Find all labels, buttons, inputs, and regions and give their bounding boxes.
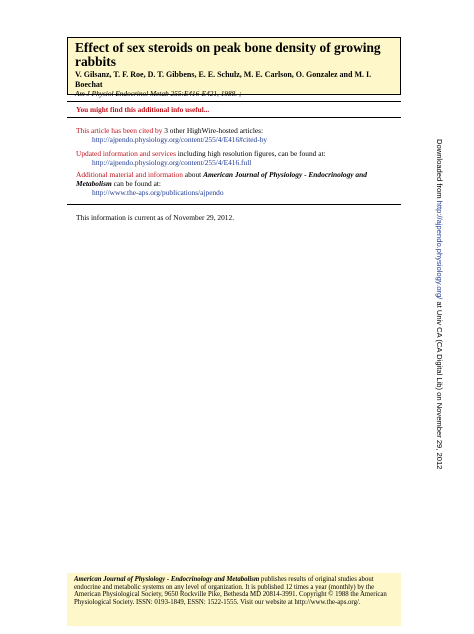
cited-by-text: 3 other HighWire-hosted articles: bbox=[162, 126, 264, 135]
article-title: Effect of sex steroids on peak bone density of growing rabbits bbox=[75, 40, 381, 69]
additional-material-tail: can be found at: bbox=[111, 178, 161, 188]
current-as-of: This information is current as of November 29, 2012. bbox=[76, 213, 235, 222]
journal-footer-box bbox=[67, 573, 401, 626]
bottom-divider bbox=[67, 204, 401, 205]
cited-by-block bbox=[76, 127, 396, 145]
cited-by-label[interactable]: This article has been cited by bbox=[76, 126, 163, 135]
footer-text: publishes results of original studies about endocrine and metabolic systems on any level of organization. It is published 12 times a year (monthly) by the American Physiological Society, 9650 Rockville Pike, Bethesda MD 20814-3991. Copyright © 1988 the American Physiological Society. ISSN: 0193-1849, ESSN: 1522-1555. Visit our website at http://www.the-aps.org/. bbox=[74, 576, 387, 606]
additional-material-label[interactable]: Additional material and information bbox=[76, 170, 183, 179]
cited-by-link[interactable]: http://ajpendo.physiology.org/content/255/4/E416#cited-by bbox=[92, 134, 268, 144]
section-divider bbox=[67, 117, 401, 118]
article-citation: Am J Physiol Endocrinol Metab 255:E416-E421, 1988. ; bbox=[75, 89, 242, 98]
additional-journal-name: American Journal of Physiology - Endocrinology and Metabolism bbox=[76, 170, 367, 188]
updated-info-link[interactable]: http://ajpendo.physiology.org/content/255/4/E416.full bbox=[92, 157, 252, 167]
additional-material-link[interactable]: http://www.the-aps.org/publications/ajpendo bbox=[92, 187, 224, 197]
updated-info-label[interactable]: Updated information and services bbox=[76, 149, 176, 158]
download-notice bbox=[435, 139, 444, 501]
updated-info-block bbox=[76, 150, 396, 168]
download-prefix: Downloaded from bbox=[435, 139, 444, 201]
download-sidebar bbox=[408, 139, 468, 501]
updated-info-text: including high resolution figures, can be found at: bbox=[175, 149, 326, 158]
article-header-box bbox=[67, 37, 401, 98]
additional-material-text: about bbox=[182, 170, 204, 179]
download-link[interactable]: http://ajpendo.physiology.org/ bbox=[435, 200, 444, 300]
article-authors: V. Gilsanz, T. F. Roe, D. T. Gibbens, E. E. Schulz, M. E. Carlson, O. Gonzalez and M. I. Boechat bbox=[75, 70, 372, 89]
additional-material-block bbox=[76, 171, 396, 197]
info-heading: You might find this additional info useful... bbox=[76, 105, 210, 114]
download-suffix: at Univ CA (CA Digital Lib) on November 29, 2012 bbox=[435, 299, 444, 470]
top-divider bbox=[67, 101, 401, 102]
footer-journal-name: American Journal of Physiology - Endocrinology and Metabolism bbox=[74, 576, 260, 583]
